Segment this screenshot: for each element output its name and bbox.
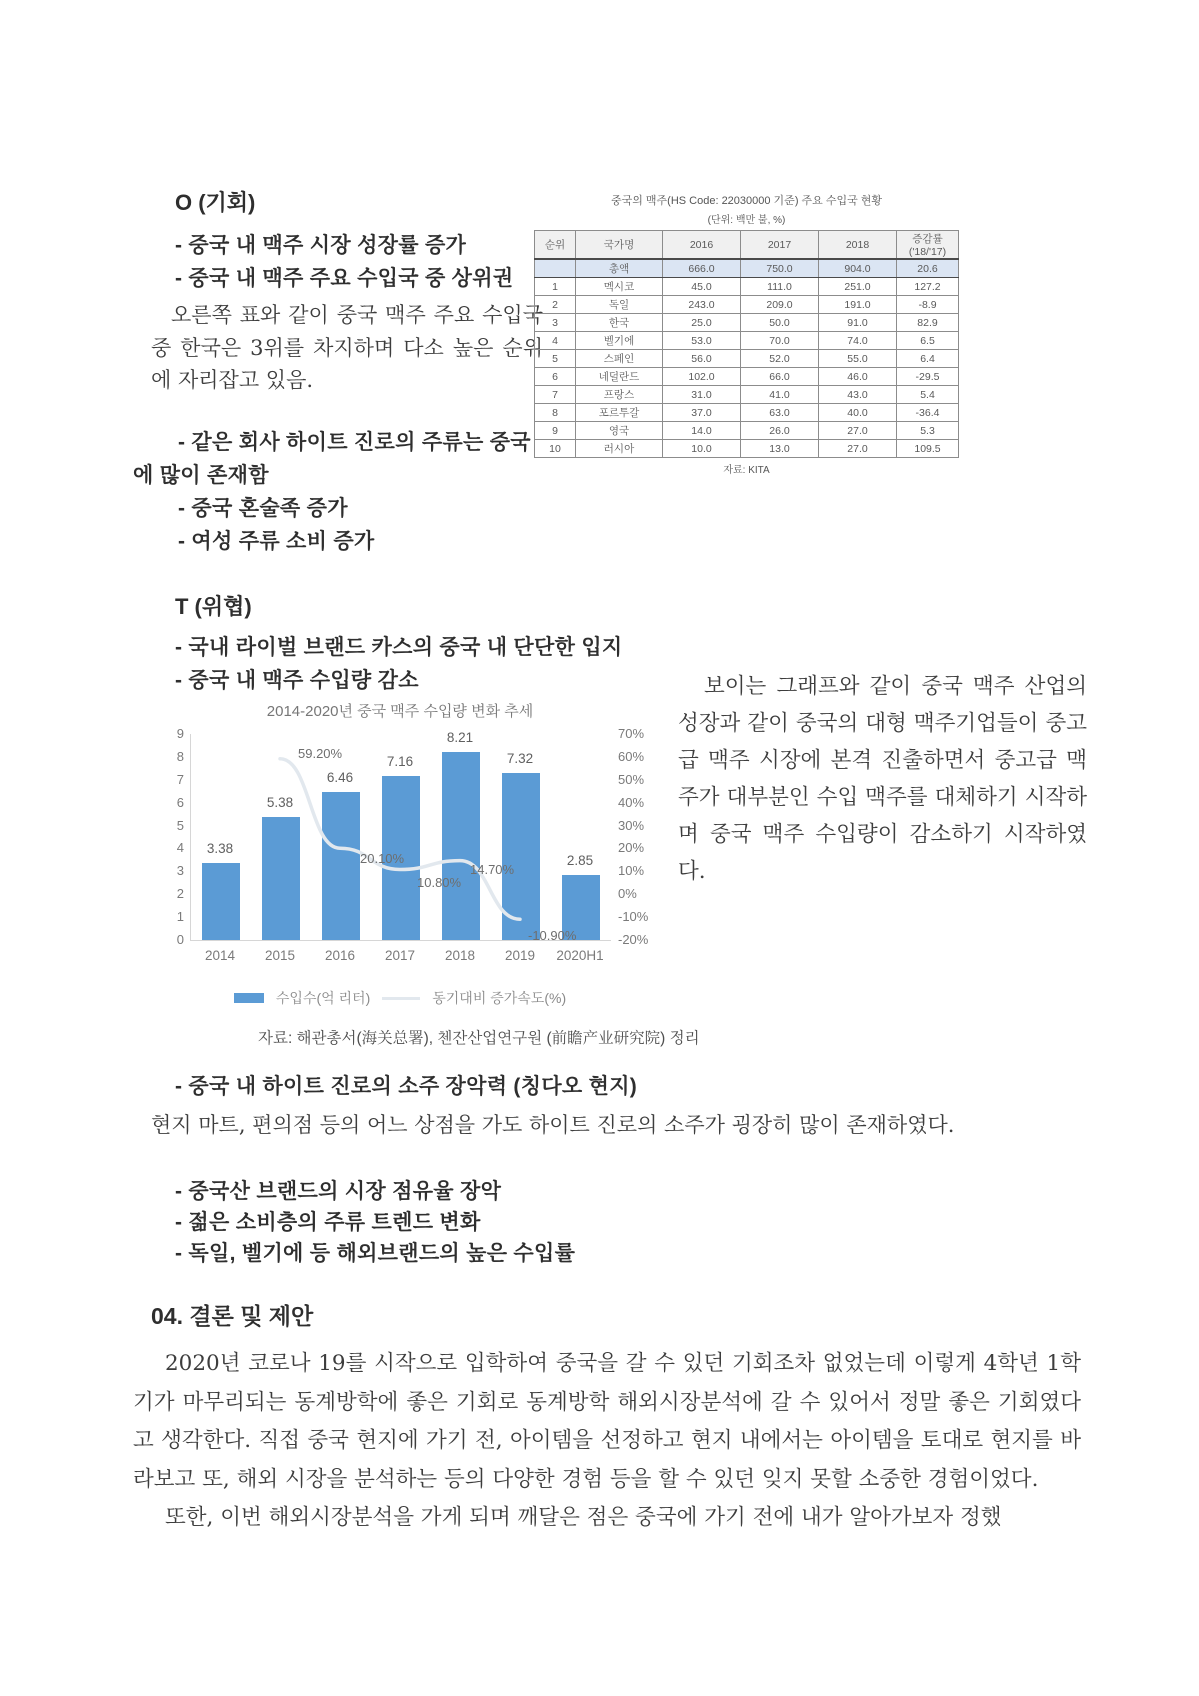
- x-axis-label: 2017: [384, 948, 416, 963]
- total-row: [535, 259, 959, 278]
- chart-legend: [190, 988, 610, 1008]
- bullet-item: - 국내 라이벌 브랜드 카스의 중국 내 단단한 입지: [175, 636, 623, 659]
- opportunity-bullets: [151, 229, 543, 295]
- table-cell: 4: [535, 332, 576, 350]
- opportunity-section: [151, 186, 543, 397]
- opportunity-paragraph: 오른쪽 표와 같이 중국 맥주 주요 수입국 중 한국은 3위를 차지하며 다소 높은 순위에 자리잡고 있음.: [151, 303, 543, 392]
- y-axis-tick: 1: [176, 909, 184, 925]
- y-axis-tick: 6: [176, 794, 184, 810]
- table-cell: 5.4: [897, 386, 959, 404]
- chart-source: 자료: 해관총서(海关总署), 첸잔산업연구원 (前瞻产业研究院) 정리: [258, 1030, 700, 1047]
- bullet-item: - 중국 내 맥주 시장 성장률 증가: [175, 234, 467, 257]
- chart-title: 2014-2020년 중국 맥주 수입량 변화 추세: [266, 703, 534, 720]
- table-cell: 56.0: [663, 350, 741, 368]
- x-axis-label: 2016: [324, 948, 356, 963]
- table-row: [535, 332, 959, 350]
- table-cell: 러시아: [576, 440, 663, 458]
- table-cell: 251.0: [819, 278, 897, 296]
- table-cell: 10.0: [663, 440, 741, 458]
- bullet-item: - 중국 내 맥주 주요 수입국 중 상위권: [175, 267, 514, 290]
- table-cell: 31.0: [663, 386, 741, 404]
- right-axis-tick: 20%: [618, 840, 645, 856]
- table-cell: 프랑스: [576, 386, 663, 404]
- bar-value-label: 7.32: [506, 750, 534, 766]
- y-axis-tick: 0: [176, 932, 184, 947]
- y-axis-tick: 7: [176, 771, 184, 787]
- bullet-item: - 중국 혼술족 증가: [178, 497, 348, 520]
- table-cell: 5: [535, 350, 576, 368]
- table-cell: 46.0: [819, 368, 897, 386]
- table-cell: 멕시코: [576, 278, 663, 296]
- table-cell: 포르투갈: [576, 404, 663, 422]
- table-cell: 91.0: [819, 314, 897, 332]
- y-axis-tick: 9: [176, 726, 184, 741]
- soju-bullet: - 중국 내 하이트 진로의 소주 장악력 (칭다오 현지): [175, 1075, 638, 1098]
- conclusion-paragraph-1: 2020년 코로나 19를 시작으로 입학하여 중국을 갈 수 있던 기회조차 없었는데 이렇게 4학년 1학기가 마무리되는 동계방학에 좋은 기회로 동계방학 해외시장분석에 갈 수 있어서 정말 좋은 기회였다고 생각한다. 직접 중국 현지에 가기 전, 아이템을 선정하고 현지 내에서는 아이템을 토대로 현지를 바라보고 또, 해외 시장을 분석하는 등의 다양한 경험 등을 할 수 있던 잊지 못할 소중한 경험이었다.: [133, 1351, 1081, 1492]
- table-cell: 6.4: [897, 350, 959, 368]
- column-header: 순위: [535, 231, 576, 260]
- right-axis-tick: 50%: [618, 771, 645, 787]
- x-axis-label: 2020H1: [556, 948, 604, 963]
- import-table: [534, 230, 959, 458]
- column-header: 2017: [741, 231, 819, 260]
- table-cell: 총액: [576, 259, 663, 278]
- table-row: [535, 404, 959, 422]
- table-cell: 41.0: [741, 386, 819, 404]
- bullet-item: - 독일, 벨기에 등 해외브랜드의 높은 수입률: [175, 1242, 576, 1265]
- opportunity-heading: O (기회): [175, 190, 256, 215]
- column-header: 2018: [819, 231, 897, 260]
- y-axis-tick: 4: [176, 840, 184, 856]
- table-cell: -29.5: [897, 368, 959, 386]
- table-cell: 스페인: [576, 350, 663, 368]
- table-cell: 63.0: [741, 404, 819, 422]
- x-axis-label: 2019: [504, 948, 536, 963]
- x-axis-label: 2014: [204, 948, 236, 963]
- table-cell: -8.9: [897, 296, 959, 314]
- table-cell: 53.0: [663, 332, 741, 350]
- table-cell: 102.0: [663, 368, 741, 386]
- table-title: 중국의 맥주(HS Code: 22030000 기준) 주요 수입국 현황: [610, 195, 883, 207]
- table-cell: 127.2: [897, 278, 959, 296]
- import-table-header-row: [535, 231, 959, 260]
- import-table-section: [534, 192, 959, 476]
- right-axis-tick: 60%: [618, 748, 645, 764]
- table-cell: 37.0: [663, 404, 741, 422]
- right-axis-tick: 30%: [618, 817, 645, 833]
- table-unit-label: (단위: 백만 불, %): [707, 215, 786, 226]
- table-cell: 14.0: [663, 422, 741, 440]
- y-axis-tick: 2: [176, 886, 184, 902]
- x-axis-label: 2015: [264, 948, 296, 963]
- line-point-label: -10.90%: [528, 928, 577, 944]
- table-cell: 독일: [576, 296, 663, 314]
- table-cell: 27.0: [819, 440, 897, 458]
- bullet-item: - 젊은 소비층의 주류 트렌드 변화: [175, 1211, 481, 1234]
- table-cell: -36.4: [897, 404, 959, 422]
- table-cell: 10: [535, 440, 576, 458]
- table-cell: 55.0: [819, 350, 897, 368]
- line-point-label: 10.80%: [417, 874, 462, 890]
- conclusion-heading: 04. 결론 및 제안: [151, 1303, 314, 1329]
- table-cell: 20.6: [897, 259, 959, 278]
- table-cell: 6.5: [897, 332, 959, 350]
- table-cell: 109.5: [897, 440, 959, 458]
- table-cell: 111.0: [741, 278, 819, 296]
- bar-value-label: 3.38: [206, 840, 234, 856]
- table-cell: 9: [535, 422, 576, 440]
- threat-extra-bullets: [151, 1176, 851, 1269]
- table-cell: 7: [535, 386, 576, 404]
- table-cell: 3: [535, 314, 576, 332]
- column-header: 2016: [663, 231, 741, 260]
- table-cell: 750.0: [741, 259, 819, 278]
- table-row: [535, 314, 959, 332]
- table-cell: 70.0: [741, 332, 819, 350]
- table-cell: 209.0: [741, 296, 819, 314]
- legend-bar-label: 수입수(억 리터): [275, 990, 371, 1006]
- y-axis-tick: 3: [176, 863, 184, 879]
- threat-heading: T (위협): [175, 594, 252, 619]
- bar-value-label: 7.16: [386, 754, 414, 770]
- table-cell: 52.0: [741, 350, 819, 368]
- table-cell: 82.9: [897, 314, 959, 332]
- table-cell: 8: [535, 404, 576, 422]
- table-cell: 74.0: [819, 332, 897, 350]
- import-volume-chart: [160, 698, 672, 1032]
- table-cell: 904.0: [819, 259, 897, 278]
- conclusion-section: [133, 1298, 1081, 1538]
- table-cell: 40.0: [819, 404, 897, 422]
- legend-line-label: 동기대비 증가속도(%): [432, 990, 567, 1006]
- table-cell: 66.0: [741, 368, 819, 386]
- bar-value-label: 5.38: [266, 794, 294, 810]
- threat-bullets: [151, 631, 711, 697]
- bar-value-label: 6.46: [326, 770, 354, 786]
- table-cell: 벨기에: [576, 332, 663, 350]
- right-axis-tick: 40%: [618, 794, 645, 810]
- table-cell: 26.0: [741, 422, 819, 440]
- bullet-item: - 같은 회사 하이트 진로의 주류는 중국에 많이 존재함: [133, 431, 531, 487]
- conclusion-paragraph-2: 또한, 이번 해외시장분석을 가게 되며 깨달은 점은 중국에 가기 전에 내가 알아가보자 정했: [165, 1505, 1002, 1530]
- right-axis-tick: -10%: [618, 909, 649, 925]
- bar-value-label: 8.21: [446, 730, 474, 746]
- line-point-label: 14.70%: [470, 861, 515, 877]
- table-row: [535, 422, 959, 440]
- table-cell: 50.0: [741, 314, 819, 332]
- table-cell: 45.0: [663, 278, 741, 296]
- table-source: 자료: KITA: [723, 465, 770, 476]
- bullet-item: - 중국산 브랜드의 시장 점유율 장악: [175, 1180, 502, 1203]
- table-cell: 666.0: [663, 259, 741, 278]
- table-row: [535, 350, 959, 368]
- line-point-label: 20.10%: [360, 851, 405, 867]
- y-axis-tick: 8: [176, 748, 184, 764]
- table-cell: 5.3: [897, 422, 959, 440]
- table-cell: 27.0: [819, 422, 897, 440]
- table-cell: 191.0: [819, 296, 897, 314]
- table-cell: 6: [535, 368, 576, 386]
- table-row: [535, 296, 959, 314]
- soju-paragraph: 현지 마트, 편의점 등의 어느 상점을 가도 하이트 진로의 소주가 굉장히 많이 존재하였다.: [151, 1113, 955, 1137]
- legend-line-swatch: [382, 997, 420, 1000]
- right-axis-tick: 10%: [618, 863, 645, 879]
- table-cell: 한국: [576, 314, 663, 332]
- table-cell: 13.0: [741, 440, 819, 458]
- threat-side-paragraph: 보이는 그래프와 같이 중국 맥주 산업의 성장과 같이 중국의 대형 맥주기업들이 중고급 맥주 시장에 본격 진출하면서 중고급 맥주가 대부분인 수입 맥주를 대체하기 시작하며 중국 맥주 수입량이 감소하기 시작하였다.: [678, 674, 1087, 884]
- threat-section: [151, 590, 711, 697]
- table-row: [535, 278, 959, 296]
- table-cell: 영국: [576, 422, 663, 440]
- legend-bar-swatch: [234, 993, 264, 1003]
- table-cell: 243.0: [663, 296, 741, 314]
- right-axis-tick: 70%: [618, 726, 645, 741]
- table-row: [535, 440, 959, 458]
- table-cell: 1: [535, 278, 576, 296]
- table-row: [535, 368, 959, 386]
- opportunity-extra-bullets: [133, 426, 547, 558]
- table-cell: [535, 259, 576, 278]
- table-cell: 2: [535, 296, 576, 314]
- right-axis-tick: -20%: [618, 932, 649, 947]
- table-cell: 25.0: [663, 314, 741, 332]
- import-table-body: [535, 259, 959, 458]
- table-row: [535, 386, 959, 404]
- x-axis-label: 2018: [444, 948, 476, 963]
- bar-value-label: 2.85: [566, 852, 594, 868]
- bullet-item: - 중국 내 맥주 수입량 감소: [175, 669, 419, 692]
- soju-section: [151, 1074, 1087, 1142]
- bullet-item: - 여성 주류 소비 증가: [178, 530, 375, 553]
- column-header: 국가명: [576, 231, 663, 260]
- table-cell: 43.0: [819, 386, 897, 404]
- line-point-label: 59.20%: [298, 745, 343, 761]
- column-header: 증감률('18/'17): [897, 231, 959, 260]
- y-axis-tick: 5: [176, 817, 184, 833]
- table-cell: 네덜란드: [576, 368, 663, 386]
- right-axis-tick: 0%: [618, 886, 637, 902]
